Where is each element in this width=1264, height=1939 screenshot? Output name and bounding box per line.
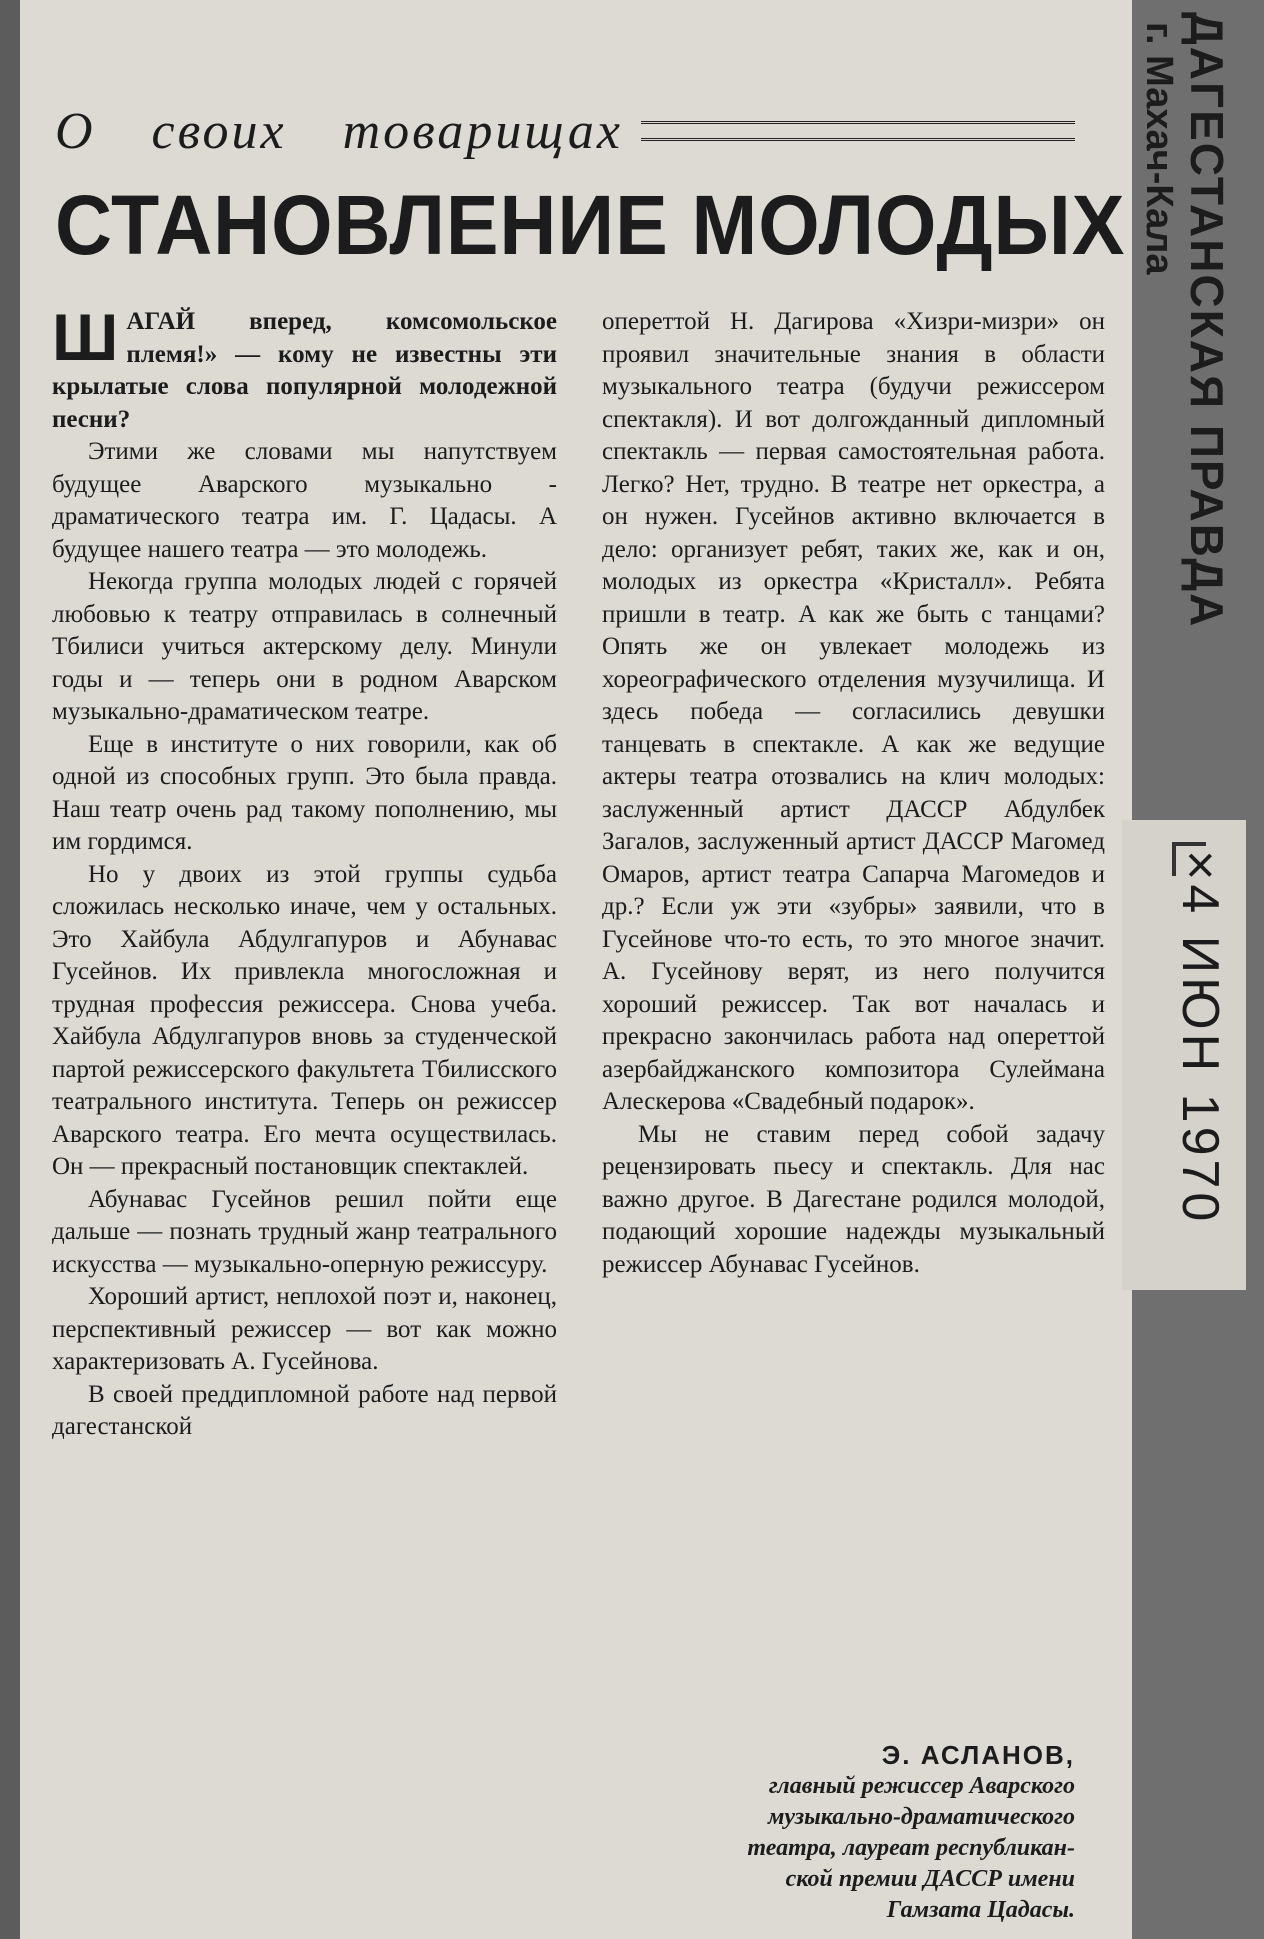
author-title-line: театра, лауреат республикан- bbox=[747, 1835, 1075, 1861]
paragraph: Хороший артист, неплохой поэт и, наконец, перспективный режиссер — вот как можно характеризовать А. Гусейнова. bbox=[52, 1283, 557, 1375]
paragraph: Мы не ставим перед собой задачу рецензировать пьесу и спектакль. Для нас важно другое. В Дагестане родился молодой, подающий хорошие надежды музыкальный режиссер Абунавас Гусейнов. bbox=[602, 1120, 1105, 1278]
author-title-line: ской премии ДАССР имени bbox=[785, 1866, 1075, 1892]
author-name: Э. АСЛАНОВ, bbox=[881, 1740, 1075, 1770]
author-title-line: главный режиссер Аварского bbox=[768, 1773, 1075, 1799]
rubric-rule bbox=[641, 121, 1075, 141]
paragraph: Но у двоих из этой группы судьба сложилась несколько иначе, чем у остальных. Это Хайбула Абдулгапуров и Абунавас Гусейнов. Их привлекла многосложная и трудная профессия режиссера. Снова учеба. Хайбула Абдулгапуров вновь за студенческой партой режиссерского факультета Тбилисского театрального института. Теперь он режиссер Аварского театра. Его мечта осуществилась. Он — прекрасный постановщик спектаклей. bbox=[52, 860, 557, 1180]
paragraph: опереттой Н. Дагирова «Хизри-мизри» он проявил значительные знания в области музыкального театра (будучи режиссером спектакля). И вот долгожданный дипломный спектакль — первая самостоятельная работа. Легко? Нет, трудно. В театре нет оркестра, а он нужен. Гусейнов активно включается в дело: организует ребят, таких же, как и он, молодых из оркестра «Кристалл». Ребята пришли в театр. А как же быть с танцами? Опять же он увлекает молодежь из хореографического отделения музучилища. И здесь победа — согласились девушки танцевать в спектакле. А как же ведущие актеры театра отозвались на клич молодых: заслуженный артист ДАССР Абдулбек Загалов, заслуженный артист ДАССР Магомед Омаров, артист театра Сапарча Магомедов и др.? Если уж эти «зубры» заявили, что в Гусейнове что-то есть, то это многое значит. А. Гусейнову верят, из него получится хороший режиссер. Так вот началась и прекрасно закончилась работа над опереттой азербайджанского композитора Сулеймана Алескерова «Свадебный подарок». bbox=[602, 308, 1105, 1115]
article-column-right bbox=[602, 306, 1105, 1281]
newspaper-masthead bbox=[1120, 0, 1250, 629]
rubric bbox=[55, 96, 1075, 166]
masthead-title: ДАГЕСТАНСКАЯ ПРАВДА bbox=[1181, 12, 1233, 629]
stamp-bracket bbox=[1172, 842, 1206, 846]
background-edge bbox=[0, 0, 20, 1939]
author-title-line: Гамзата Цадасы. bbox=[886, 1897, 1075, 1923]
date-stamp bbox=[1160, 850, 1240, 1270]
paragraph: Еще в институте о них говорили, как об одной из способных групп. Это была правда. Наш театр очень рад такому пополнению, мы им гордимся. bbox=[52, 730, 557, 855]
rubric-text: О своих товарищах bbox=[55, 102, 623, 160]
drop-cap: Ш bbox=[52, 300, 119, 374]
author-title-line: музыкально-драматического bbox=[767, 1804, 1075, 1830]
paragraph: ШАГАЙ вперед, комсомольское племя!» — кому не известны эти крылатые слова популярной молодежной песни? bbox=[52, 300, 557, 433]
paragraph: В своей преддипломной работе над первой дагестанской bbox=[52, 1380, 557, 1440]
paragraph: Некогда группа молодых людей с горячей любовью к театру отправилась в солнечный Тбилиси учиться актерскому делу. Минули годы и — теперь они в родном Аварском музыкально-драматическом театре. bbox=[52, 568, 557, 725]
masthead-city: г. Махач-Кала bbox=[1138, 22, 1180, 275]
date-stamp-text: ×4 ИЮН 1970 bbox=[1171, 850, 1229, 1226]
headline: СТАНОВЛЕНИЕ МОЛОДЫХ bbox=[55, 178, 1126, 272]
paragraph: Абунавас Гусейнов решил пойти еще дальше — познать трудный жанр театрального искусства — музыкально-оперную режиссуру. bbox=[52, 1185, 557, 1278]
paragraph: Этими же словами мы напутствуем будущее Аварского музыкально - драматического театра им. Г. Цадасы. А будущее нашего театра — это молодежь. bbox=[52, 438, 557, 563]
author-signature bbox=[602, 1740, 1105, 1926]
article-column-left bbox=[52, 300, 557, 1444]
